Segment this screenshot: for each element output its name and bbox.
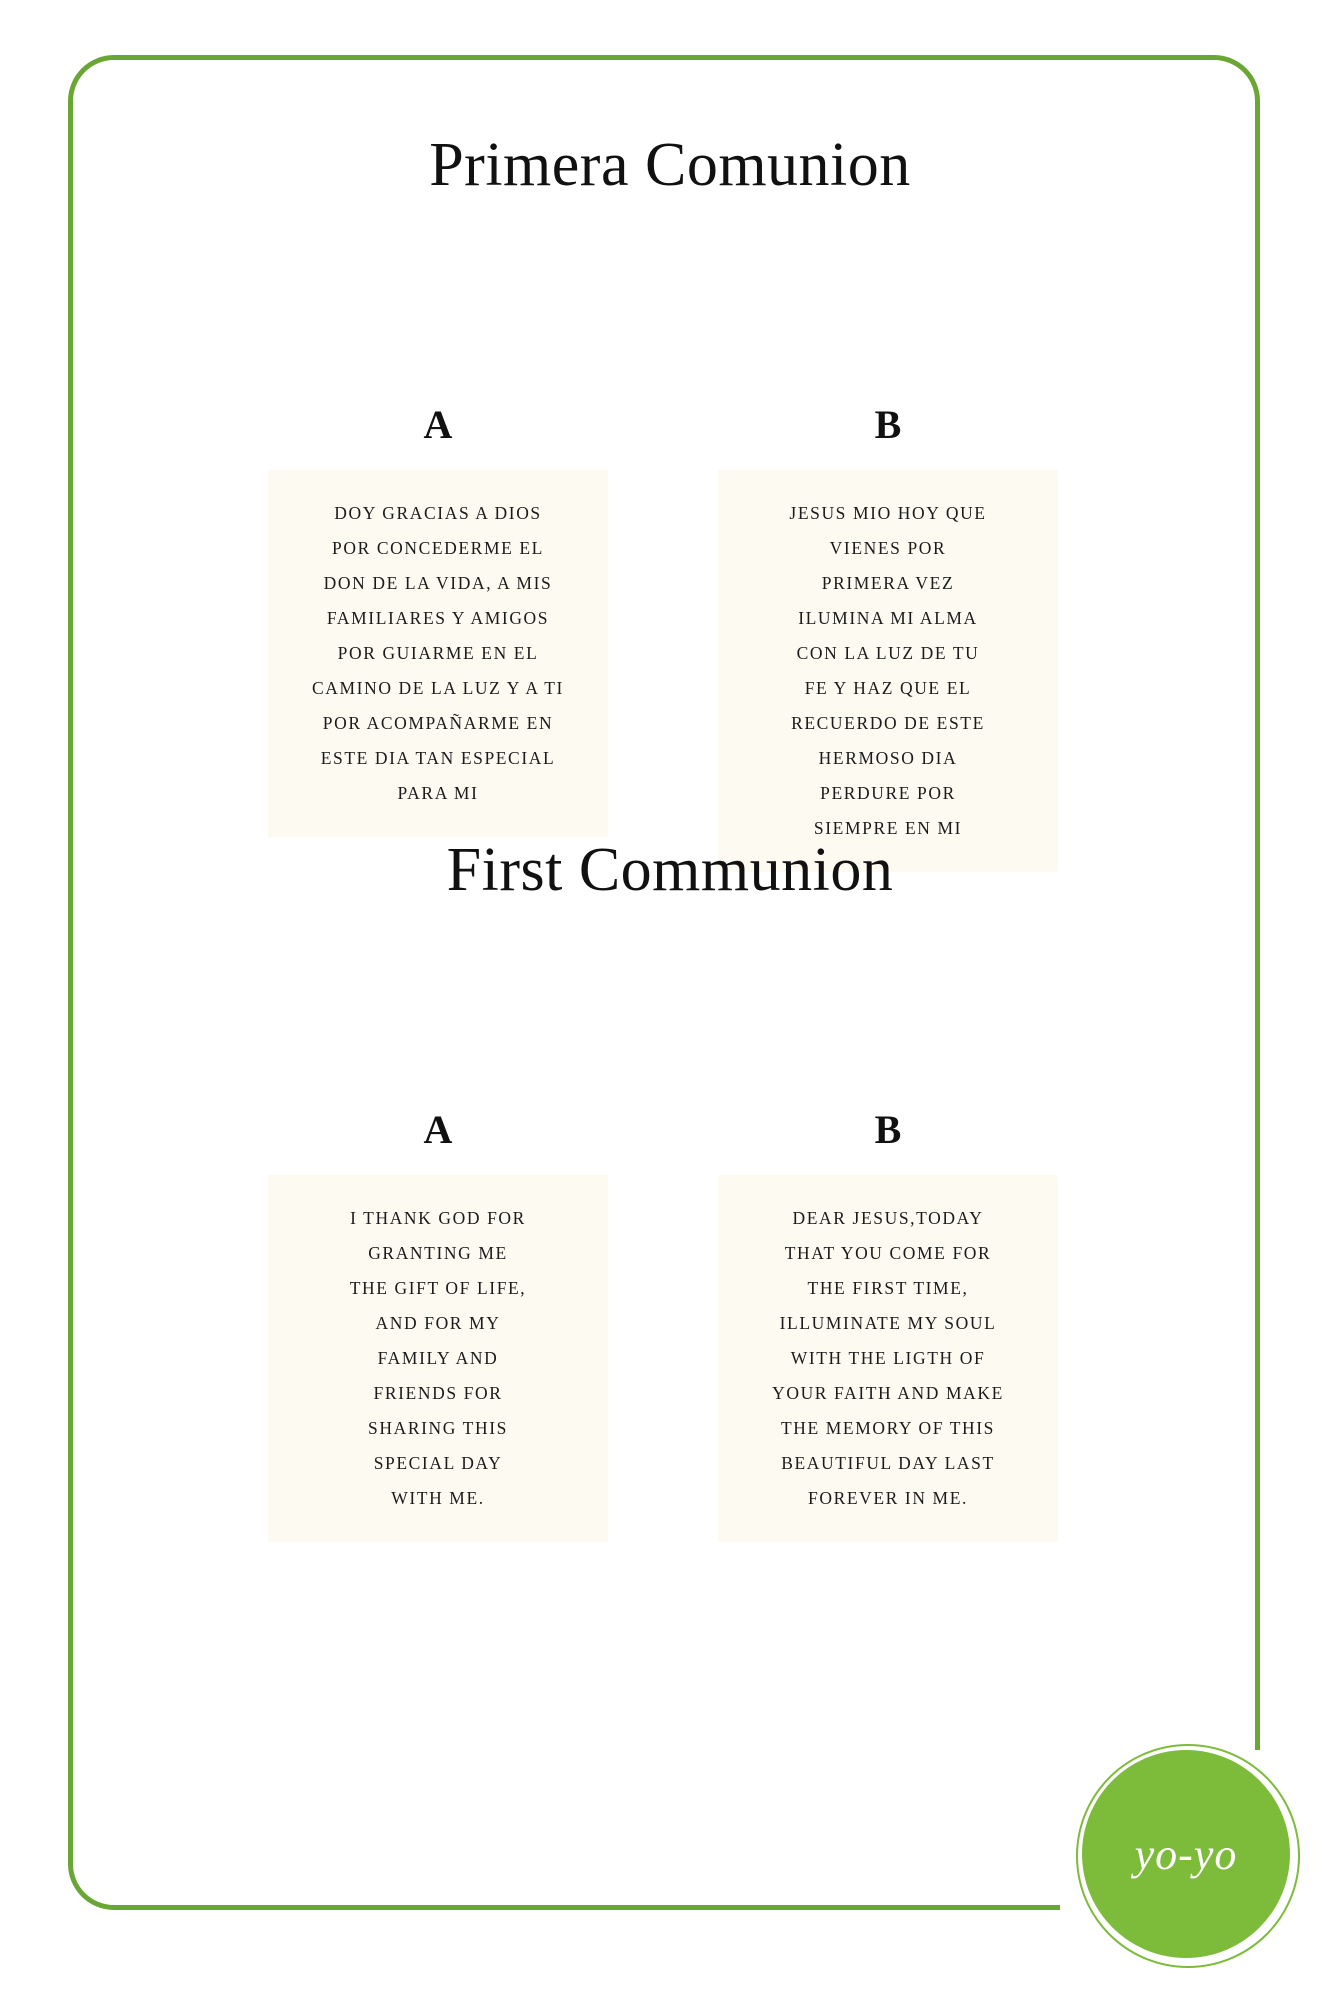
section-english (0, 835, 1340, 1508)
section-spanish (0, 130, 1340, 838)
verse-line: FRIENDS FOR (373, 1383, 503, 1403)
verse-line: POR ACOMPAÑARME EN (322, 713, 554, 733)
card-spanish-b (718, 401, 1058, 872)
verse-line: JESUS MIO HOY QUE (789, 503, 987, 523)
verse-line: I THANK GOD FOR (350, 1208, 526, 1228)
verse-line: SPECIAL DAY (373, 1453, 503, 1473)
verse-line: ILLUMINATE MY SOUL (779, 1313, 997, 1333)
card-label-b: B (874, 402, 902, 447)
verse-line: ILUMINA MI ALMA (798, 608, 978, 628)
verse-line: CAMINO DE LA LUZ Y A TI (312, 678, 564, 698)
card-body-english-b (718, 1175, 1058, 1542)
verse-line: FE Y HAZ QUE EL (804, 678, 972, 698)
verse-line: CON LA LUZ DE TU (796, 643, 980, 663)
verse-line: FOREVER IN ME. (808, 1488, 968, 1508)
verse-line: THAT YOU COME FOR (784, 1243, 992, 1263)
verse-line: THE FIRST TIME, (807, 1278, 969, 1298)
verse-line: AND FOR MY (375, 1313, 501, 1333)
verse-line: BEAUTIFUL DAY LAST (781, 1453, 995, 1473)
card-body-english-a (268, 1175, 608, 1542)
card-body-spanish-b (718, 470, 1058, 872)
card-english-b (718, 1106, 1058, 1542)
verse-line: DEAR JESUS,TODAY (792, 1208, 984, 1228)
page-title-english: First Communion (446, 836, 894, 904)
page-title-spanish: Primera Comunion (429, 131, 911, 199)
verse-line: VIENES POR (829, 538, 947, 558)
verse-line: WITH ME. (391, 1488, 485, 1508)
verse-line: POR GUIARME EN EL (337, 643, 539, 663)
logo-text: yo-yo (1134, 1829, 1238, 1879)
verse-line: RECUERDO DE ESTE (791, 713, 985, 733)
verse-line: THE MEMORY OF THIS (780, 1418, 996, 1438)
card-spanish-a (268, 401, 608, 837)
card-english-a (268, 1106, 608, 1542)
verse-line: FAMILY AND (377, 1348, 499, 1368)
verse-line: POR CONCEDERME EL (332, 538, 544, 558)
verse-line: SHARING THIS (368, 1418, 508, 1438)
card-label-a: A (423, 1107, 453, 1152)
verse-line: GRANTING ME (368, 1243, 508, 1263)
verse-line: PARA MI (397, 783, 479, 803)
verse-line: WITH THE LIGTH OF (790, 1348, 986, 1368)
verse-line: DON DE LA VIDA, A MIS (323, 573, 553, 593)
verse-line: YOUR FAITH AND MAKE (772, 1383, 1004, 1403)
cards-spanish (0, 201, 1340, 838)
card-label-b: B (874, 1107, 902, 1152)
cards-english (0, 906, 1340, 1508)
verse-line: DOY GRACIAS A DIOS (334, 503, 542, 523)
card-label-a: A (423, 402, 453, 447)
verse-line: PERDURE POR (820, 783, 956, 803)
verse-line: HERMOSO DIA (818, 748, 958, 768)
brand-logo (1082, 1750, 1290, 1958)
card-body-spanish-a (268, 470, 608, 837)
verse-line: THE GIFT OF LIFE, (349, 1278, 527, 1298)
verse-line: FAMILIARES Y AMIGOS (326, 608, 550, 628)
verse-line: SIEMPRE EN MI (813, 818, 963, 838)
verse-line: ESTE DIA TAN ESPECIAL (320, 748, 556, 768)
verse-line: PRIMERA VEZ (821, 573, 955, 593)
